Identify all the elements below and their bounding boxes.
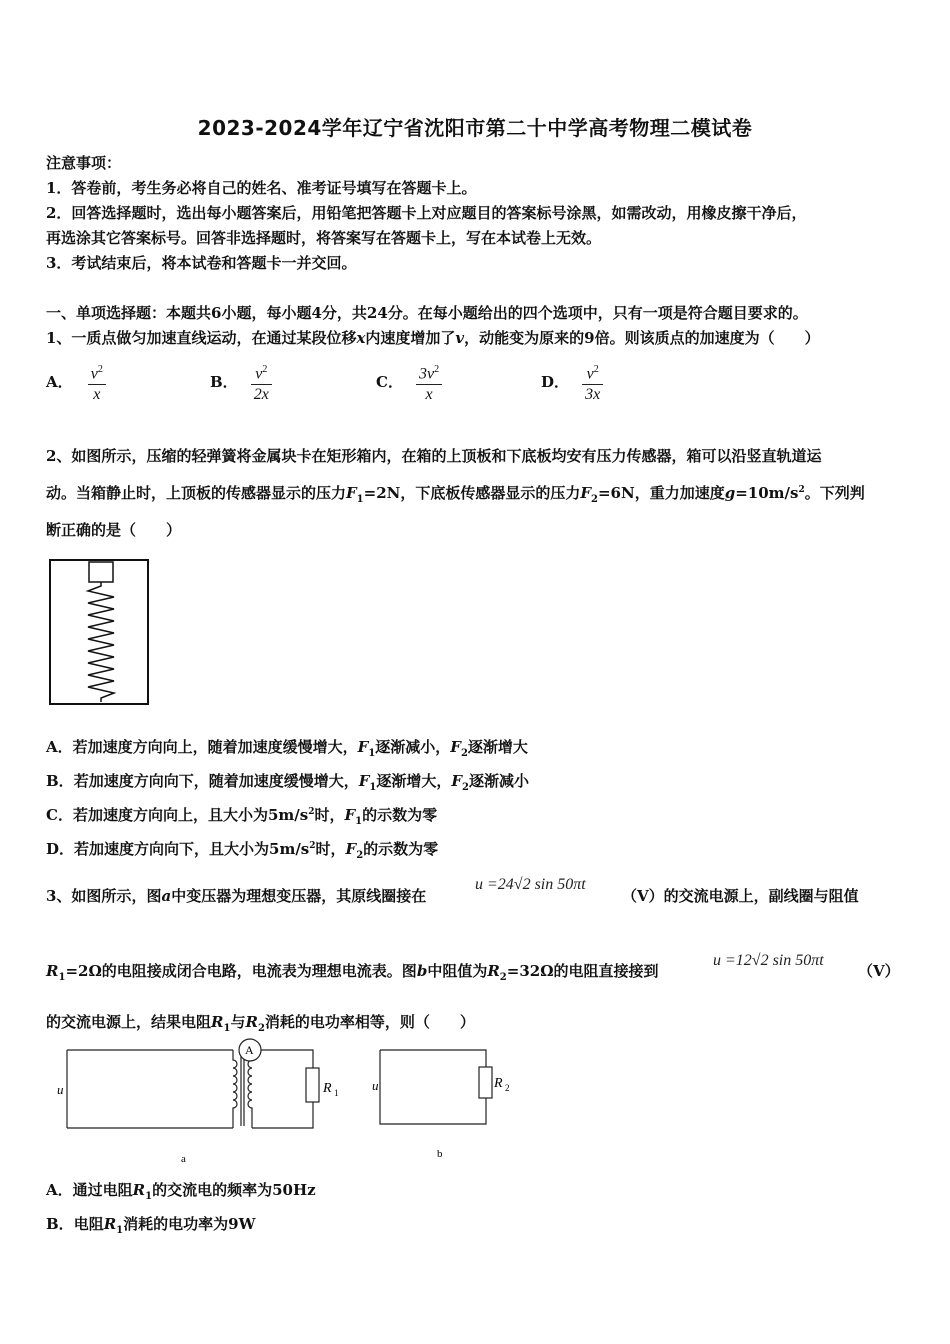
ammeter-label: A [245,1043,254,1057]
question-3-stem-line1-end: （V）的交流电源上，副线圈与阻值 [622,887,859,905]
transformer-circuit-figure [55,1040,339,1165]
r2-sub: 2 [505,1083,510,1093]
question-2-stem-line2: 动。当箱静止时，上顶板的传感器显示的压力$F_1=2N$，下底板传感器显示的压力$F_2=6N$，重力加速度$g=10m/s^2$。下列判 [46,484,865,505]
q2-option-a[interactable]: A．若加速度方向向上，随着加速度缓慢增大，$F_1$逐渐减小，$F_2$逐渐增大 [46,738,528,759]
question-1-stem: 1、一质点做匀加速直线运动，在通过某段位移x内速度增加了v，动能变为原来的9倍。则该质点的加速度为（ ） [46,329,820,347]
primary-coil [233,1050,237,1128]
q1-option-b[interactable]: B． $\frac{v^2}{2x}$ [210,360,272,405]
q1-option-c[interactable]: C． $\frac{3v^2}{x}$ [376,360,442,405]
wire-bottom [380,1050,486,1124]
notice-item: 1．答卷前，考生务必将自己的姓名、准考证号填写在答题卡上。 [46,179,477,197]
figure-b-caption: b [437,1148,443,1160]
question-2-stem-line3: 断正确的是（ ） [46,521,182,539]
section-heading: 一、单项选择题：本题共6小题，每小题4分，共24分。在每小题给出的四个选项中，只有一项是符合题目要求的。 [46,304,808,322]
q3-option-a[interactable]: A．通过电阻$R_1$的交流电的频率为50Hz [46,1181,316,1202]
secondary-wire-bottom [252,1102,313,1128]
notice-heading: 注意事项： [46,154,122,172]
q1-option-d[interactable]: D． $\frac{v^2}{3x}$ [541,360,603,405]
resistor-r1 [306,1068,319,1102]
r1-label: R [323,1081,332,1096]
wire-top [380,1050,486,1067]
voltage-label-u: u [57,1082,64,1097]
question-3-stem-line1: 3、如图所示，图a中变压器为理想变压器，其原线圈接在 [46,887,427,905]
notice-item: 3．考试结束后，将本试卷和答题卡一并交回。 [46,254,357,272]
metal-block [89,562,113,582]
question-2-stem-line1: 2、如图所示，压缩的轻弹簧将金属块卡在矩形箱内，在箱的上顶板和下底板均安有压力传感器，箱可以沿竖直轨道运 [46,447,822,465]
formula-u1: u =24√2 sin 50πt [475,876,586,893]
question-3-stem-line2-end: （V） [858,962,900,980]
resistor-r2 [479,1067,492,1098]
r1-sub: 1 [334,1088,339,1098]
figure-a-caption: a [181,1153,186,1165]
q2-option-b[interactable]: B．若加速度方向向下，随着加速度缓慢增大，$F_1$逐渐增大，$F_2$逐渐减小 [46,772,529,793]
q1-option-a[interactable]: A． $\frac{v^2}{x}$ [46,360,106,405]
q3-option-b[interactable]: B．电阻$R_1$消耗的电功率为9W [46,1215,256,1236]
resistor-circuit-figure [370,1040,520,1165]
exam-title: 2023-2024学年辽宁省沈阳市第二十中学高考物理二模试卷 [197,116,753,140]
secondary-coil [248,1050,252,1128]
notice-item: 再选涂其它答案标号。回答非选择题时，将答案写在答题卡上，写在本试卷上无效。 [46,229,602,247]
voltage-label-u: u [372,1078,379,1093]
question-3-stem-line3: 的交流电源上，结果电阻$R_1$与$R_2$消耗的电功率相等，则（ ） [46,1013,475,1034]
r2-label: R [494,1076,503,1091]
spring [88,582,114,702]
q2-option-d[interactable]: D．若加速度方向向下，且大小为$5m/s^2$时，$F_2$的示数为零 [46,840,439,861]
question-3-stem-line2: $R_1=2\Omega$的电阻接成闭合电路，电流表为理想电流表。图b中阻值为$R_2=32\Omega$的电阻直接接到 [46,962,659,983]
spring-box-figure [48,558,152,708]
notice-item: 2．回答选择题时，选出每小题答案后，用铅笔把答题卡上对应题目的答案标号涂黑，如需改动，用橡皮擦干净后， [46,204,807,222]
formula-u2: u =12√2 sin 50πt [713,952,824,969]
q2-option-c[interactable]: C．若加速度方向向上，且大小为$5m/s^2$时，$F_1$的示数为零 [46,806,438,827]
